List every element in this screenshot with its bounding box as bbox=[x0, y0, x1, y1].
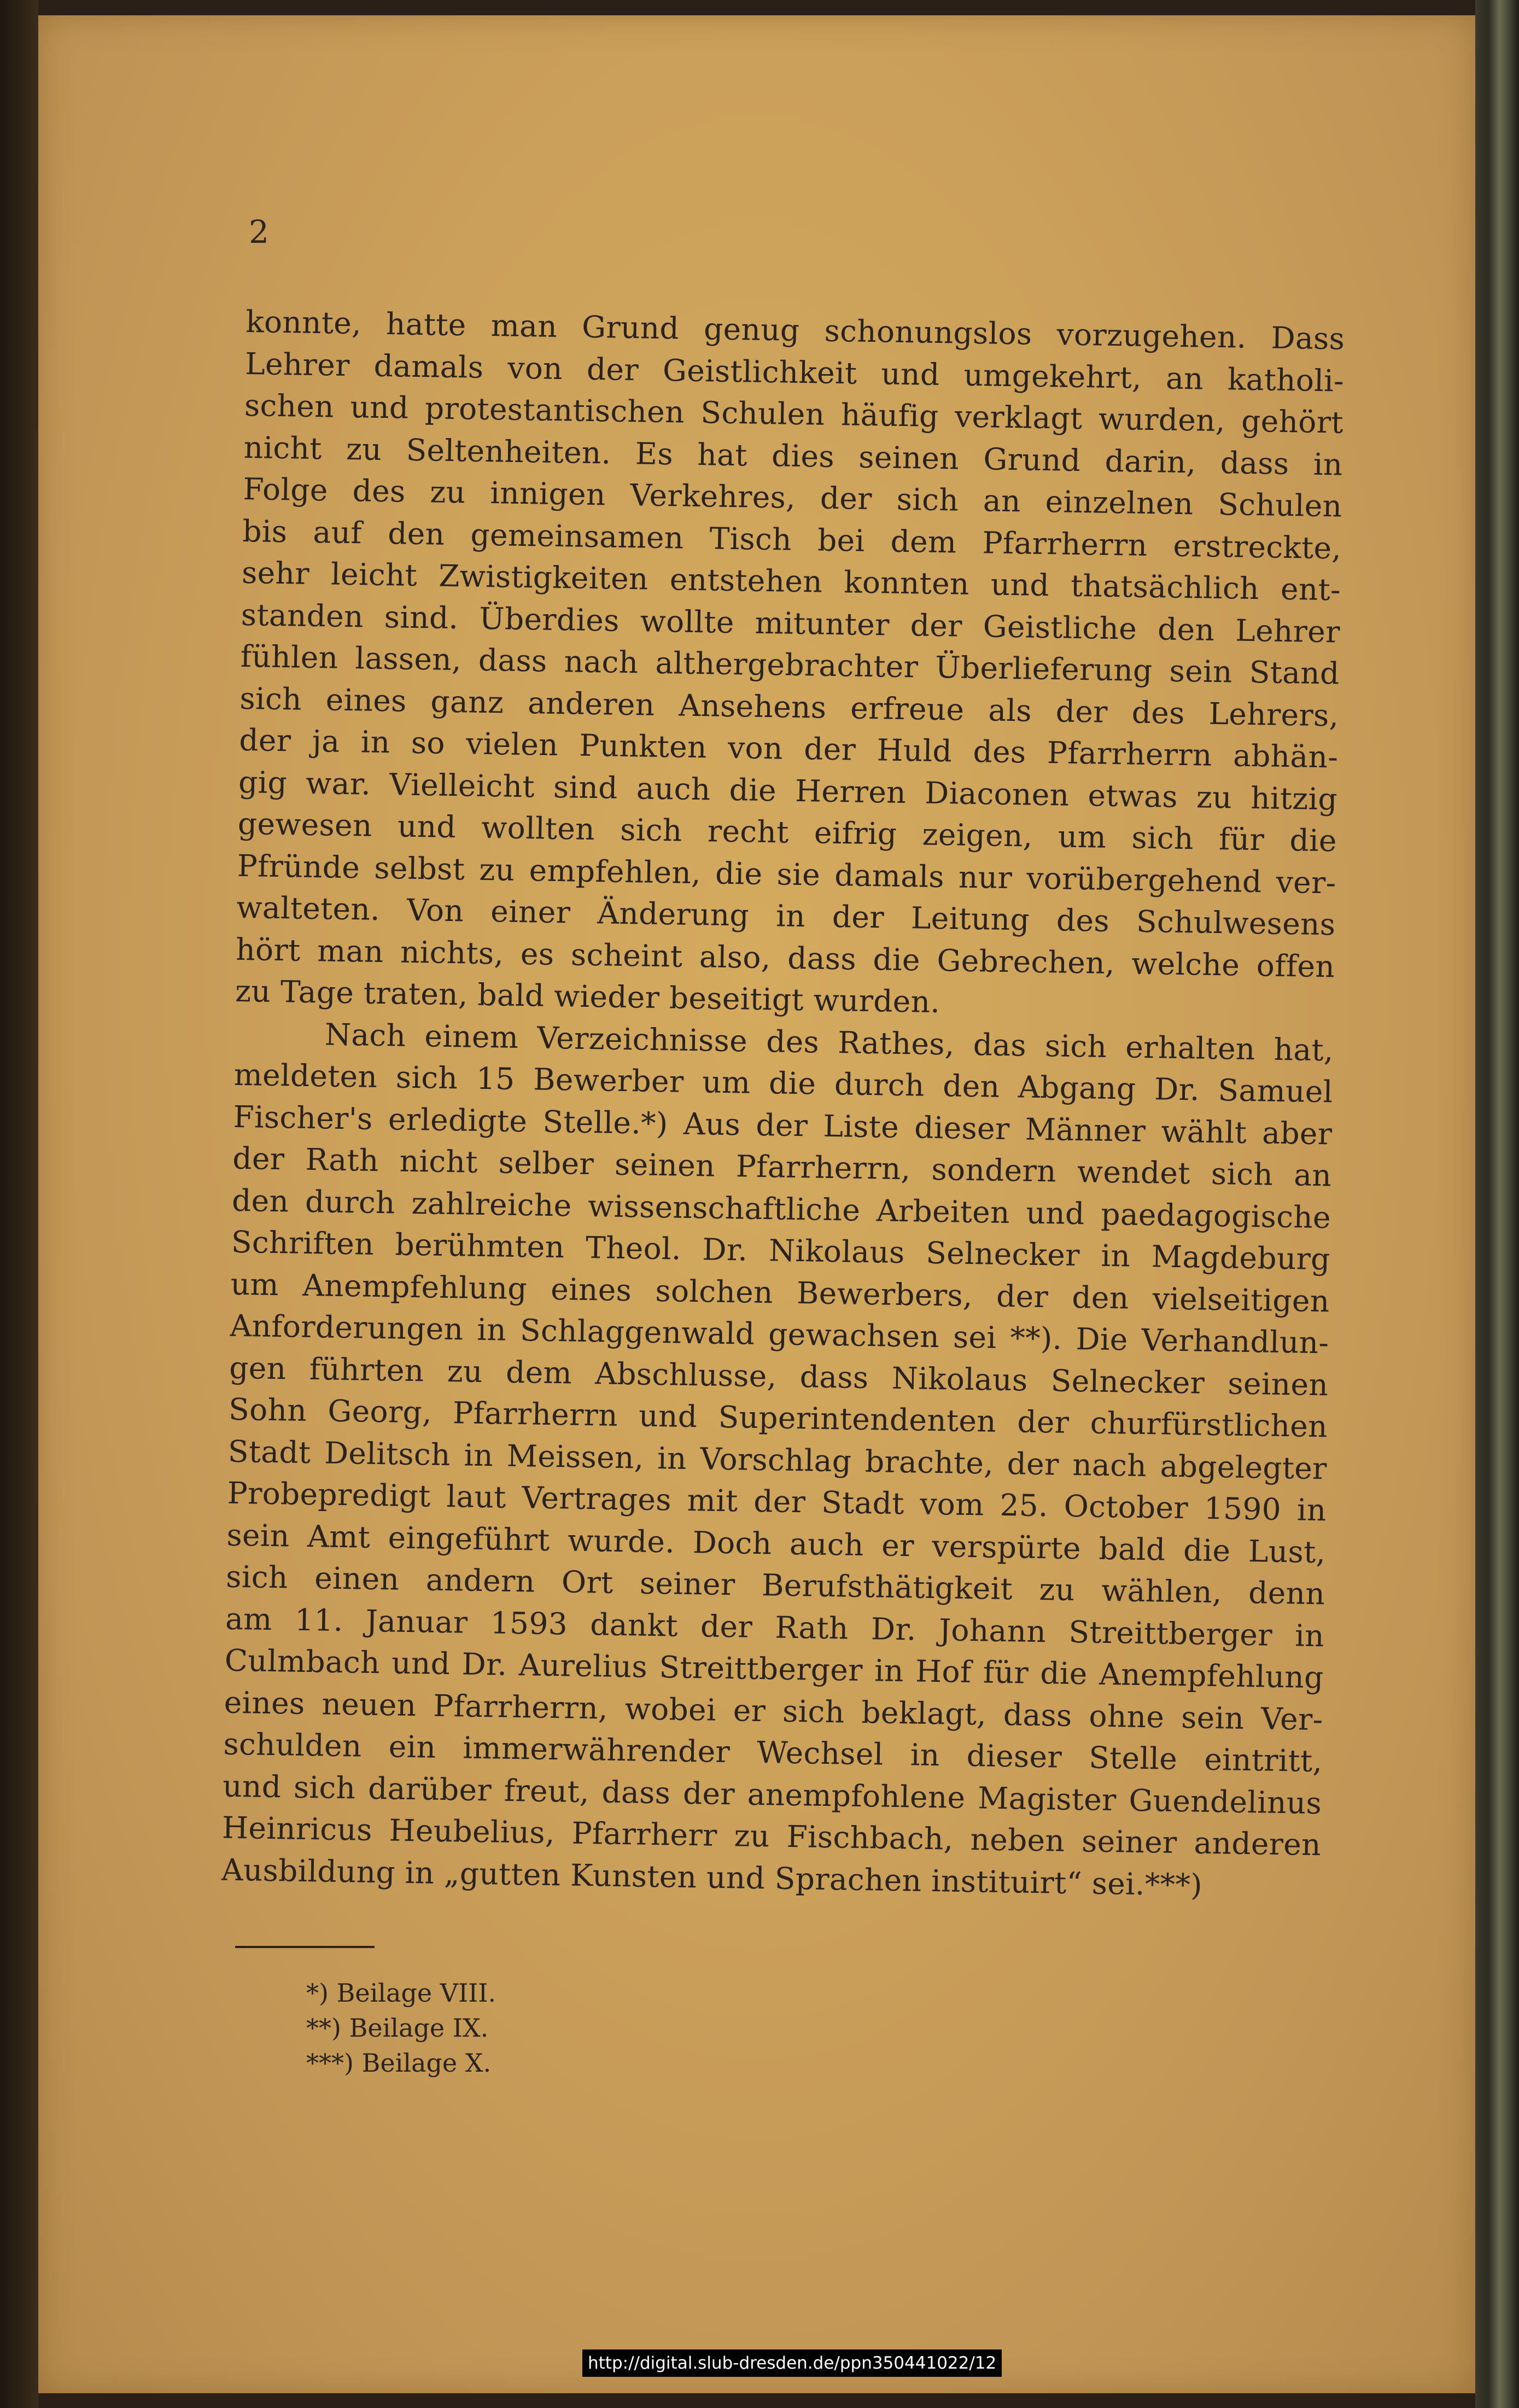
text-line: gen führten zu dem Abschlusse, dass Nikolaus Selnecker seinen bbox=[229, 1350, 1329, 1402]
page-body-text bbox=[221, 301, 1345, 1908]
text-line: der ja in so vielen Punkten von der Huld des Pfarrherrn abhän- bbox=[238, 722, 1339, 775]
footnotes bbox=[306, 1975, 496, 2080]
scan-left-edge bbox=[0, 0, 38, 2408]
text-line: sich einen andern Ort seiner Berufsthätigkeit zu wählen, denn bbox=[225, 1559, 1325, 1612]
text-line: um Anempfehlung eines solchen Bewerbers, der den vielseitigen bbox=[230, 1266, 1330, 1319]
text-line: fühlen lassen, dass nach althergebrachter Überlieferung sein Stand bbox=[240, 638, 1340, 691]
text-line: Fischer's erledigte Stelle.*) Aus der Liste dieser Männer wählt aber bbox=[233, 1099, 1333, 1151]
text-line: Sohn Georg, Pfarrherrn und Superintendenten der churfürstlichen bbox=[228, 1391, 1328, 1444]
text-line: sehr leicht Zwistigkeiten entstehen konnten und thatsächlich ent- bbox=[241, 555, 1341, 608]
text-line: bis auf den gemeinsamen Tisch bei dem Pfarrherrn erstreckte, bbox=[242, 513, 1342, 566]
text-line: und sich darüber freut, dass der anempfohlene Magister Guendelinus bbox=[222, 1768, 1322, 1821]
text-line: Ausbildung in „gutten Kunsten und Sprachen instituirt“ sei.***) bbox=[221, 1852, 1203, 1903]
text-line: den durch zahlreiche wissenschaftliche Arbeiten und paedagogische bbox=[231, 1182, 1331, 1235]
text-line: am 11. Januar 1593 dankt der Rath Dr. Johann Streittberger in bbox=[225, 1601, 1325, 1653]
footnote-1: *) Beilage VIII. bbox=[306, 1978, 496, 2008]
text-line: Nach einem Verzeichnisse des Rathes, das sich erhalten hat, bbox=[324, 1016, 1334, 1068]
text-line: Lehrer damals von der Geistlichkeit und umgekehrt, an katholi- bbox=[244, 346, 1345, 399]
text-line: meldeten sich 15 Bewerber um die durch den Abgang Dr. Samuel bbox=[233, 1057, 1334, 1110]
text-line: hört man nichts, es scheint also, dass die Gebrechen, welche offen bbox=[235, 931, 1335, 984]
text-line: Probepredigt laut Vertrages mit der Stadt vom 25. October 1590 in bbox=[227, 1475, 1327, 1528]
footnote-2: **) Beilage IX. bbox=[306, 2013, 489, 2043]
text-line: sein Amt eingeführt wurde. Doch auch er verspürte bald die Lust, bbox=[226, 1517, 1326, 1570]
text-line: zu Tage traten, bald wieder beseitigt wurden. bbox=[235, 973, 940, 1020]
text-line: gig war. Vielleicht sind auch die Herren Diaconen etwas zu hitzig bbox=[238, 764, 1338, 817]
text-line: schulden ein immerwährender Wechsel in dieser Stelle eintritt, bbox=[223, 1726, 1323, 1779]
text-line: nicht zu Seltenheiten. Es hat dies seinen Grund darin, dass in bbox=[243, 429, 1343, 482]
text-line: Culmbach und Dr. Aurelius Streittberger in Hof für die Anempfehlung bbox=[224, 1642, 1324, 1695]
text-line: Heinricus Heubelius, Pfarrherr zu Fischbach, neben seiner anderen bbox=[221, 1810, 1322, 1863]
text-line: eines neuen Pfarrherrn, wobei er sich beklagt, dass ohne sein Ver- bbox=[224, 1684, 1324, 1737]
page-number: 2 bbox=[249, 213, 269, 250]
text-line: Schriften berühmten Theol. Dr. Nikolaus Selnecker in Magdeburg bbox=[231, 1224, 1331, 1277]
text-line: Pfründe selbst zu empfehlen, die sie damals nur vorübergehend ver- bbox=[237, 848, 1337, 900]
source-url-link[interactable]: http://digital.slub-dresden.de/ppn350441022/12 bbox=[582, 2349, 1002, 2377]
footnote-separator-rule bbox=[235, 1946, 375, 1948]
text-line: walteten. Von einer Änderung in der Leitung des Schulwesens bbox=[236, 889, 1336, 942]
text-line: konnte, hatte man Grund genug schonungslos vorzugehen. Dass bbox=[245, 304, 1345, 357]
text-line: der Rath nicht selber seinen Pfarrherrn, sondern wendet sich an bbox=[232, 1140, 1332, 1193]
text-line: Anforderungen in Schlaggenwald gewachsen sei **). Die Verhandlun- bbox=[230, 1308, 1329, 1361]
text-line: Folge des zu innigen Verkehres, der sich an einzelnen Schulen bbox=[243, 471, 1342, 524]
text-line: sich eines ganz anderen Ansehens erfreue als der des Lehrers, bbox=[239, 680, 1339, 733]
footnote-3: ***) Beilage X. bbox=[306, 2048, 492, 2078]
text-line: schen und protestantischen Schulen häufig verklagt wurden, gehört bbox=[244, 387, 1344, 440]
text-line: standen sind. Überdies wollte mitunter der Geistliche den Lehrer bbox=[241, 597, 1341, 649]
book-spine-edge bbox=[1475, 0, 1519, 2408]
text-line: Stadt Delitsch in Meissen, in Vorschlag brachte, der nach abgelegter bbox=[227, 1433, 1328, 1486]
text-line: gewesen und wollten sich recht eifrig zeigen, um sich für die bbox=[237, 806, 1337, 859]
